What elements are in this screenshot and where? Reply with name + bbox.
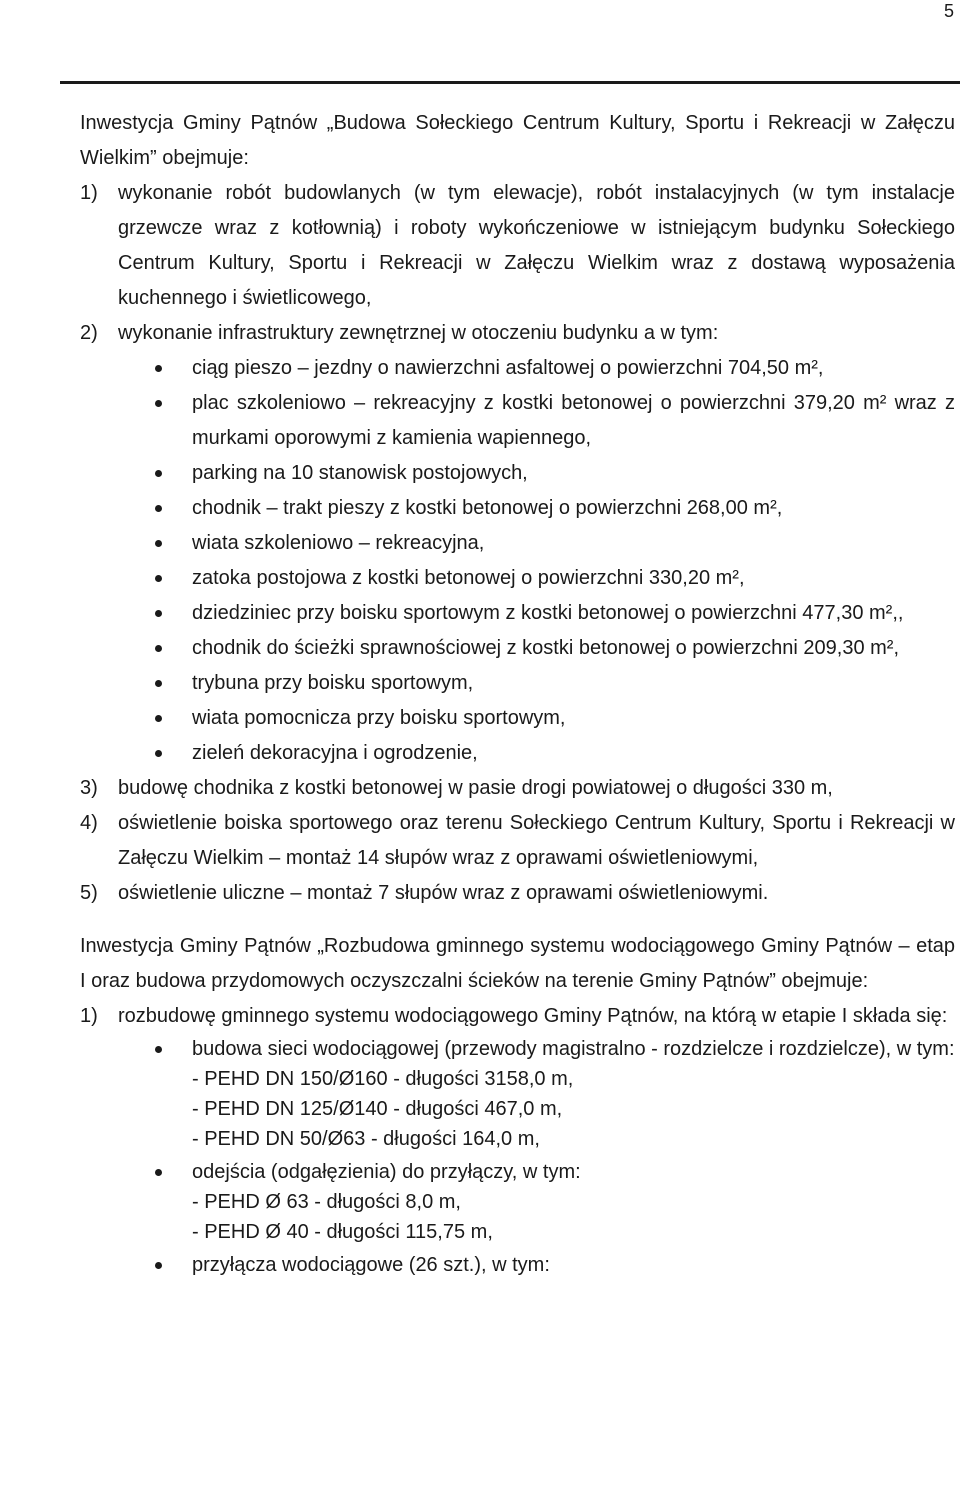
bullet-item bbox=[155, 526, 955, 561]
section1-bullet-list bbox=[80, 351, 955, 771]
item-text: rozbudowę gminnego systemu wodociągowego Gminy Pątnów, na którą w etapie I składa się: bbox=[118, 1005, 948, 1027]
bullet-icon bbox=[155, 575, 162, 582]
bullet-text: ciąg pieszo – jezdny o nawierzchni asfaltowej o powierzchni 704,50 m², bbox=[192, 357, 824, 379]
bullet-icon bbox=[155, 400, 162, 407]
bullet-item bbox=[155, 596, 955, 631]
pipe-spec-line: - PEHD DN 125/Ø140 - długości 467,0 m, bbox=[192, 1098, 563, 1120]
item-text: wykonanie robót budowlanych (w tym elewacje), robót instalacyjnych (w tym instalacje grzewcze wraz z kotłownią) i roboty wykończeniowe w istniejącym budynku Sołeckiego Centrum Kultury, Sportu i Rekreacji w Załęczu Wielkim wraz z dostawą wyposażenia kuchennego i świetlicowego, bbox=[118, 182, 955, 309]
bullet-item bbox=[155, 1034, 955, 1154]
bullet-icon bbox=[155, 1262, 162, 1269]
section1-item-5 bbox=[80, 876, 955, 911]
header-rule bbox=[60, 81, 960, 84]
item-text: budowę chodnika z kostki betonowej w pasie drogi powiatowej o długości 330 m, bbox=[118, 777, 833, 799]
pipe-spec-line: - PEHD DN 150/Ø160 - długości 3158,0 m, bbox=[192, 1068, 574, 1090]
bullet-text: odejścia (odgałęzienia) do przyłączy, w tym: bbox=[192, 1161, 581, 1183]
bullet-icon bbox=[155, 1169, 162, 1176]
bullet-icon bbox=[155, 540, 162, 547]
bullet-icon bbox=[155, 365, 162, 372]
bullet-item bbox=[155, 666, 955, 701]
bullet-item bbox=[155, 701, 955, 736]
item-number: 2) bbox=[80, 322, 98, 344]
bullet-text: budowa sieci wodociągowej (przewody magistralno - rozdzielcze i rozdzielcze), w tym: bbox=[192, 1038, 955, 1060]
pipe-spec-line: - PEHD Ø 40 - długości 115,75 m, bbox=[192, 1221, 493, 1243]
item-number: 5) bbox=[80, 882, 98, 904]
bullet-icon bbox=[155, 680, 162, 687]
bullet-text: chodnik – trakt pieszy z kostki betonowej o powierzchni 268,00 m², bbox=[192, 497, 783, 519]
pipe-spec-line: - PEHD DN 50/Ø63 - długości 164,0 m, bbox=[192, 1128, 540, 1150]
section1-item-4 bbox=[80, 806, 955, 876]
section2-bullet-list bbox=[80, 1034, 955, 1280]
bullet-text: chodnik do ścieżki sprawnościowej z kostki betonowej o powierzchni 209,30 m², bbox=[192, 637, 900, 659]
bullet-item bbox=[155, 1250, 955, 1280]
section1-item-3 bbox=[80, 771, 955, 806]
bullet-icon bbox=[155, 645, 162, 652]
page-number: 5 bbox=[943, 1, 954, 21]
item-number: 1) bbox=[80, 1005, 98, 1027]
section2-item-1 bbox=[80, 999, 955, 1034]
section2-intro: Inwestycja Gminy Pątnów „Rozbudowa gminnego systemu wodociągowego Gminy Pątnów – etap I oraz budowa przydomowych oczyszczalni ścieków na terenie Gminy Pątnów” obejmuje: bbox=[80, 935, 955, 992]
bullet-text: dziedziniec przy boisku sportowym z kostki betonowej o powierzchni 477,30 m²,, bbox=[192, 602, 904, 624]
item-number: 4) bbox=[80, 812, 98, 834]
bullet-icon bbox=[155, 610, 162, 617]
bullet-item bbox=[155, 1157, 955, 1247]
bullet-text: wiata pomocnicza przy boisku sportowym, bbox=[192, 707, 566, 729]
bullet-text: przyłącza wodociągowe (26 szt.), w tym: bbox=[192, 1254, 550, 1276]
bullet-icon bbox=[155, 750, 162, 757]
document-body bbox=[80, 106, 955, 1283]
bullet-item bbox=[155, 456, 955, 491]
bullet-icon bbox=[155, 715, 162, 722]
section1-item-2 bbox=[80, 316, 955, 351]
item-number: 3) bbox=[80, 777, 98, 799]
bullet-item bbox=[155, 561, 955, 596]
section-spacer bbox=[80, 911, 955, 929]
bullet-text: plac szkoleniowo – rekreacyjny z kostki betonowej o powierzchni 379,20 m² wraz z murkami oporowymi z kamienia wapiennego, bbox=[192, 392, 955, 449]
item-text: oświetlenie boiska sportowego oraz terenu Sołeckiego Centrum Kultury, Sportu i Rekreacji w Załęczu Wielkim – montaż 14 słupów wraz z oprawami oświetleniowymi, bbox=[118, 812, 955, 869]
bullet-icon bbox=[155, 1046, 162, 1053]
item-text: oświetlenie uliczne – montaż 7 słupów wraz z oprawami oświetleniowymi. bbox=[118, 882, 769, 904]
bullet-text: zatoka postojowa z kostki betonowej o powierzchni 330,20 m², bbox=[192, 567, 745, 589]
bullet-icon bbox=[155, 470, 162, 477]
section1-intro: Inwestycja Gminy Pątnów „Budowa Sołeckiego Centrum Kultury, Sportu i Rekreacji w Załęczu Wielkim” obejmuje: bbox=[80, 112, 955, 169]
item-number: 1) bbox=[80, 182, 98, 204]
bullet-text: parking na 10 stanowisk postojowych, bbox=[192, 462, 528, 484]
bullet-text: zieleń dekoracyjna i ogrodzenie, bbox=[192, 742, 478, 764]
bullet-text: wiata szkoleniowo – rekreacyjna, bbox=[192, 532, 485, 554]
section1-item-1 bbox=[80, 176, 955, 316]
bullet-item bbox=[155, 491, 955, 526]
bullet-text: trybuna przy boisku sportowym, bbox=[192, 672, 474, 694]
bullet-item bbox=[155, 386, 955, 456]
bullet-item bbox=[155, 351, 955, 386]
bullet-icon bbox=[155, 505, 162, 512]
bullet-item bbox=[155, 631, 955, 666]
pipe-spec-line: - PEHD Ø 63 - długości 8,0 m, bbox=[192, 1191, 461, 1213]
item-text: wykonanie infrastruktury zewnętrznej w otoczeniu budynku a w tym: bbox=[118, 322, 719, 344]
bullet-item bbox=[155, 736, 955, 771]
